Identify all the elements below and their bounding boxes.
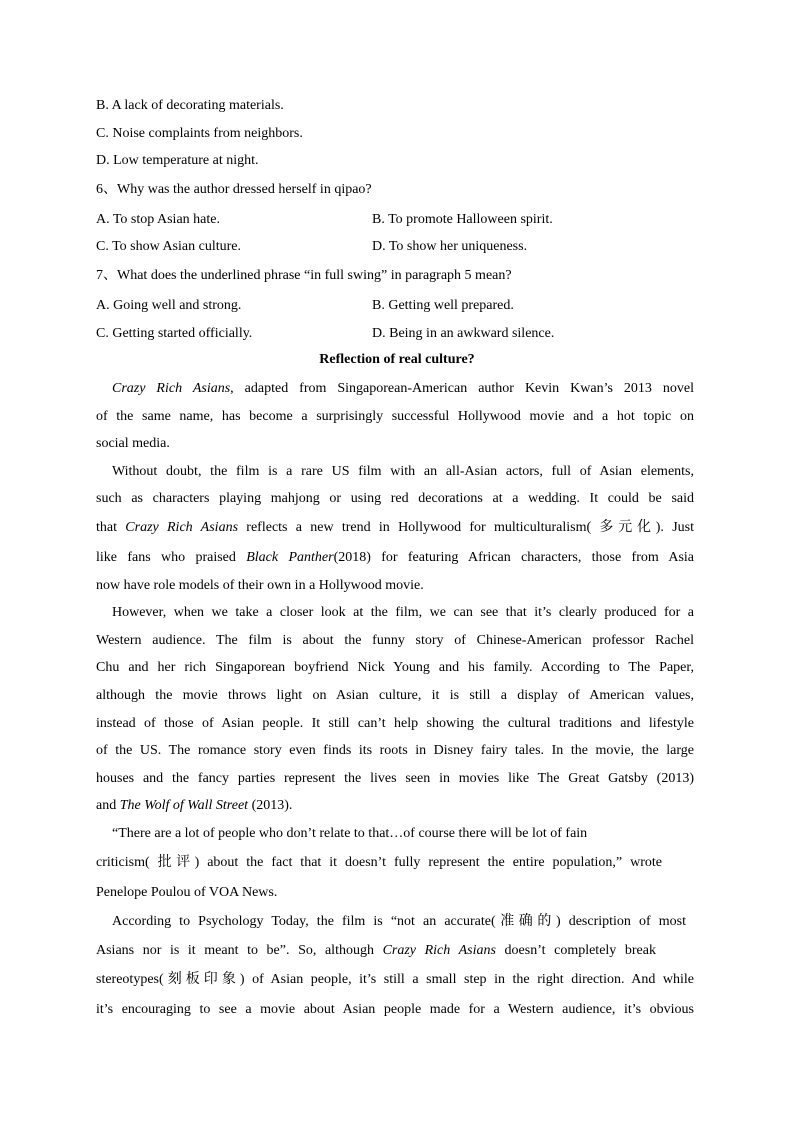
p1-line1-text: , adapted from Singaporean-American author Kevin Kwan’s 2013 novel [230,381,694,396]
p5-line4: it’s encouraging to see a movie about Asian people made for a Western audience, it’s obvious [96,1002,694,1017]
q7-option-c: C. Getting started officially. [96,326,253,341]
p3-line8 [96,797,292,815]
p3-line7: houses and the fancy parties represent the lives seen in movies like The Great Gatsby (2013) [96,771,694,786]
p5-line2-b: doesn’t completely break [495,943,656,958]
p5-line2 [96,942,656,960]
q7-stem-text: 7、What does the underlined phrase “in full swing” in paragraph 5 mean? [96,268,512,283]
q7-option-b: B. Getting well prepared. [372,298,514,313]
p5-line2-a: Asians nor is it meant to be”. So, although [96,943,383,958]
p5-line3: stereotypes(刻板印象) of Asian people, it’s still a small step in the right direction. And while [96,972,694,987]
p3-line2: Western audience. The film is about the funny story of Chinese-American professor Rachel [96,633,694,648]
q6-option-b: B. To promote Halloween spirit. [372,212,553,227]
p1-line3: social media. [96,436,170,451]
p3-line8-a: and [96,798,120,813]
p2-line1: Without doubt, the film is a rare US film with an all-Asian actors, full of Asian elements, [112,464,694,479]
q5-option-d: D. Low temperature at night. [96,153,259,168]
p2-line5: now have role models of their own in a Hollywood movie. [96,578,424,593]
p3-line4: although the movie throws light on Asian culture, it is still a display of American values, [96,688,694,703]
p2-line4 [96,549,694,567]
p2-line3-b: reflects a new trend in Hollywood for multiculturalism( 多元化). Just [238,520,694,535]
q5-option-b: B. A lack of decorating materials. [96,98,284,113]
p4-line3: Penelope Poulou of VOA News. [96,885,278,900]
p4-line1: “There are a lot of people who don’t relate to that…of course there will be lot of fain [112,826,588,841]
p2-line3-a: that [96,520,126,535]
p3-line3: Chu and her rich Singaporean boyfriend Nick Young and his family. According to The Paper, [96,660,694,675]
movie-title: Crazy Rich Asians [125,520,239,535]
movie-title: Crazy Rich Asians [382,943,496,958]
p2-line4-a: like fans who praised [96,550,247,565]
passage-title: Reflection of real culture? [319,352,475,367]
q6-stem: 6、Why was the author dressed herself in qipao? [96,182,372,197]
p4-line2: criticism( 批评) about the fact that it doesn’t fully represent the entire population,” wrote [96,855,662,870]
p2-line4-b: (2018) for featuring African characters, those from Asia [333,550,695,565]
p1-line1 [112,380,694,398]
p3-line1: However, when we take a closer look at the film, we can see that it’s clearly produced for a [112,605,694,620]
q6-option-d: D. To show her uniqueness. [372,239,528,254]
movie-title: The Wolf of Wall Street [119,798,249,813]
movie-title: Black Panther [246,550,334,565]
p3-line5: instead of those of Asian people. It still can’t help showing the cultural traditions and lifestyle [96,716,694,731]
q6-option-a: A. To stop Asian hate. [96,212,220,227]
p5-line1: According to Psychology Today, the film is “not an accurate(准确的) description of most [112,914,686,929]
p2-line2: such as characters playing mahjong or using red decorations at a wedding. It could be said [96,491,694,506]
p3-line6: of the US. The romance story even finds its roots in Disney fairy tales. In the movie, the large [96,743,694,758]
q7-stem [96,267,512,285]
q7-option-d: D. Being in an awkward silence. [372,326,555,341]
q5-option-c: C. Noise complaints from neighbors. [96,126,303,141]
p3-line8-b: (2013). [248,798,293,813]
movie-title: Crazy Rich Asians [112,381,231,396]
p2-line3 [96,519,694,537]
p1-line2: of the same name, has become a surprisingly successful Hollywood movie and a hot topic on [96,409,694,424]
q7-option-a: A. Going well and strong. [96,298,242,313]
q6-option-c: C. To show Asian culture. [96,239,241,254]
